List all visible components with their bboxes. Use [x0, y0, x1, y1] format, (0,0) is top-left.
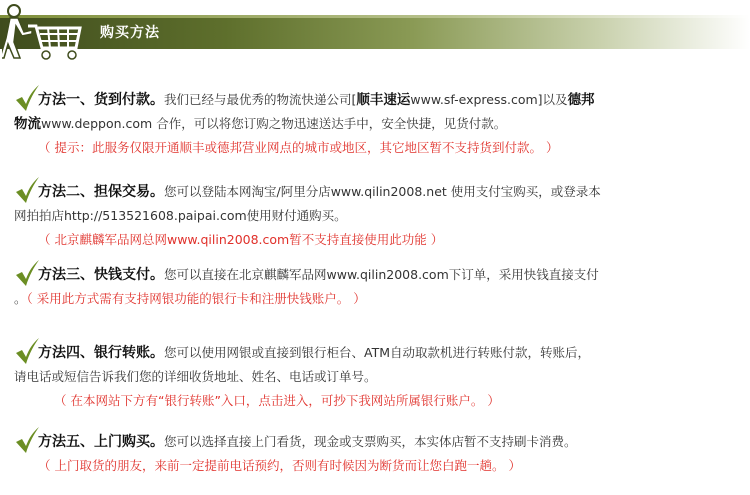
method-title: 方法三、快钱支付。 [38, 267, 164, 283]
method-text: 您可以选择直接上门看货，现金或支票购买，本实体店暂不支持刷卡消费。 [164, 434, 577, 449]
check-icon [14, 84, 40, 112]
method-title: 方法四、银行转账。 [38, 345, 164, 361]
deppon-name-cont: 物流 [14, 116, 41, 132]
method-note: （ 上门取货的朋友，来前一定提前电话预约，否则有时候因为断货而让您白跑一趟。 ） [38, 458, 521, 473]
deppon-name: 德邦 [567, 92, 595, 108]
method-text: 。 [14, 291, 27, 306]
check-icon [14, 259, 40, 287]
method-line [14, 287, 740, 311]
method-note: （ 北京麒麟军品网总网www.qilin2008.com暂不支持直接使用此功能 ） [38, 232, 444, 247]
method-line [14, 180, 740, 204]
method-text: www.deppon.com 合作，可以将您订购之物迅速送达手中，安全快捷，见货付款。 [41, 116, 507, 131]
method-title: 方法二、担保交易。 [38, 184, 164, 200]
method-text: 您可以直接在北京麒麟军品网www.qilin2008.com下订单，采用快钱直接支付 [164, 267, 599, 282]
check-icon [14, 337, 40, 365]
method-title: 方法五、上门购买。 [38, 434, 164, 450]
method-99bill [14, 263, 740, 311]
check-icon [14, 176, 40, 204]
method-line [14, 430, 740, 454]
sf-express-name: 顺丰速运 [356, 92, 411, 108]
method-text: 您可以登陆本网淘宝/阿里分店www.qilin2008.net 使用支付宝购买，或登录本 [164, 184, 601, 199]
method-line [14, 88, 740, 112]
method-text: 我们已经与最优秀的物流快递公司[ [164, 92, 357, 107]
method-line [14, 341, 740, 365]
shopping-cart-person-icon [2, 0, 84, 62]
method-title: 方法一、货到付款。 [38, 92, 164, 108]
method-bank-transfer [14, 341, 740, 413]
method-note: （ 采用此方式需有支持网银功能的银行卡和注册快钱账户。 ） [26, 291, 366, 306]
method-note: （ 在本网站下方有“银行转账”入口，点击进入，可抄下我网站所属银行账户。 ） [54, 393, 500, 408]
section-title: 购买方法 [100, 25, 160, 41]
method-text: 您可以使用网银或直接到银行柜台、ATM自动取款机进行转账付款，转账后， [164, 345, 591, 360]
method-note: （ 提示：此服务仅限开通顺丰或德邦营业网点的城市或地区，其它地区暂不支持货到付款。 ） [38, 140, 559, 155]
check-icon [14, 426, 40, 454]
method-text: 网拍拍店http://513521608.paipai.com使用财付通购买。 [14, 208, 347, 223]
method-line [14, 204, 740, 228]
method-text: www.sf-express.com]以及 [410, 92, 568, 107]
section-banner [0, 0, 750, 62]
method-line [14, 365, 740, 389]
method-line [14, 263, 740, 287]
method-in-store [14, 430, 740, 478]
method-line [14, 112, 740, 136]
method-escrow [14, 180, 740, 252]
method-text: 请电话或短信告诉我们您的详细收货地址、姓名、电话或订单号。 [14, 369, 377, 384]
method-cod [14, 88, 740, 160]
